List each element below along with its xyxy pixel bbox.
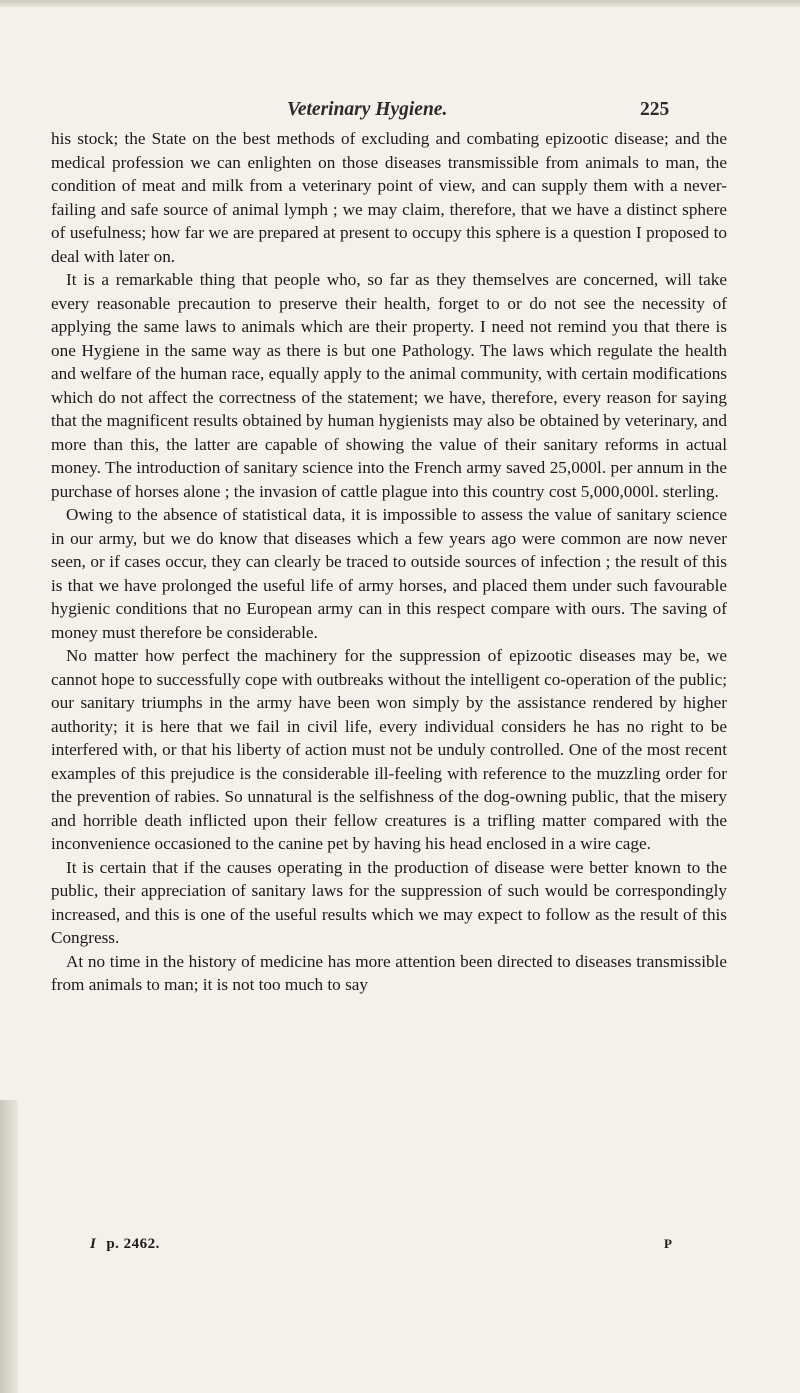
paragraph: his stock; the State on the best methods of excluding and combating epizootic disease; and the medical profession we can enlighten on those diseases transmissible from animals to man, the condition of meat and milk from a veterinary point of view, and can supply them with a never-failing and safe source of animal lymph ; we may claim, therefore, that we have a distinct sphere of usefulness; how far we are prepared at present to occupy this sphere is a question I proposed to deal with later on. — [51, 129, 727, 266]
page-number: 225 — [640, 99, 670, 120]
printer-signature — [90, 1236, 160, 1253]
running-title: Veterinary Hygiene. — [287, 99, 448, 120]
sheet-letter: P — [664, 1236, 672, 1251]
body-text — [51, 127, 727, 997]
paragraph: It is certain that if the causes operating in the production of disease were better known to the public, their appreciation of sanitary laws for the suppression of such would be correspondingly increased, and this is one of the useful results which we may expect to follow as the result of this Congress. — [51, 857, 727, 947]
paragraph: No matter how perfect the machinery for the suppression of epizootic diseases may be, we cannot hope to successfully cope with outbreaks without the intelligent co-operation of the public; our sanitary triumphs in the army have been won simply by the assistance rendered by higher authority; it is here that we fail in civil life, every individual considers he has no right to be interfered with, or that his liberty of action must not be unduly controlled. One of the most recent examples of this prejudice is the considerable ill-feeling with reference to the muzzling order for the prevention of rabies. So unnatural is the selfishness of the dog-owning public, that the misery and horrible death inflicted upon their fellow creatures is a trifling matter compared with the inconvenience occasioned to the canine pet by having his head enclosed in a wire cage. — [51, 646, 727, 853]
paragraph: Owing to the absence of statistical data, it is impossible to assess the value of sanitary science in our army, but we do know that diseases which a few years ago were common are now never seen, or if cases occur, they can clearly be traced to outside sources of infection ; the result of this is that we have prolonged the useful life of army horses, and placed them under such favourable hygienic conditions that no European army can in this respect compare with ours. The saving of money must therefore be considerable. — [51, 505, 727, 642]
signature-text: p. 2462. — [106, 1236, 160, 1252]
page-footer — [0, 1236, 800, 1260]
paragraph: It is a remarkable thing that people who, so far as they themselves are concerned, will take every reasonable precaution to preserve their health, forget to or do not see the necessity of applying the same laws to animals which are their property. I need not remind you that there is one Hygiene in the same way as there is but one Pathology. The laws which regulate the health and welfare of the human race, equally apply to the animal community, with certain modifications which do not affect the correctness of the statement; we have, therefore, every reason for saying that the magnificent results obtained by human hygienists may also be obtained by veterinary, and more than this, the latter are capable of showing the value of their sanitary reforms in actual money. The introduction of sanitary science into the French army saved 25,000l. per annum in the purchase of horses alone ; the invasion of cattle plague into this country cost 5,000,000l. sterling. — [51, 270, 727, 501]
page-top-edge — [0, 0, 800, 7]
signature-roman: I — [90, 1236, 97, 1252]
paragraph: At no time in the history of medicine has more attention been directed to diseases transmissible from animals to man; it is not too much to say — [51, 951, 727, 994]
